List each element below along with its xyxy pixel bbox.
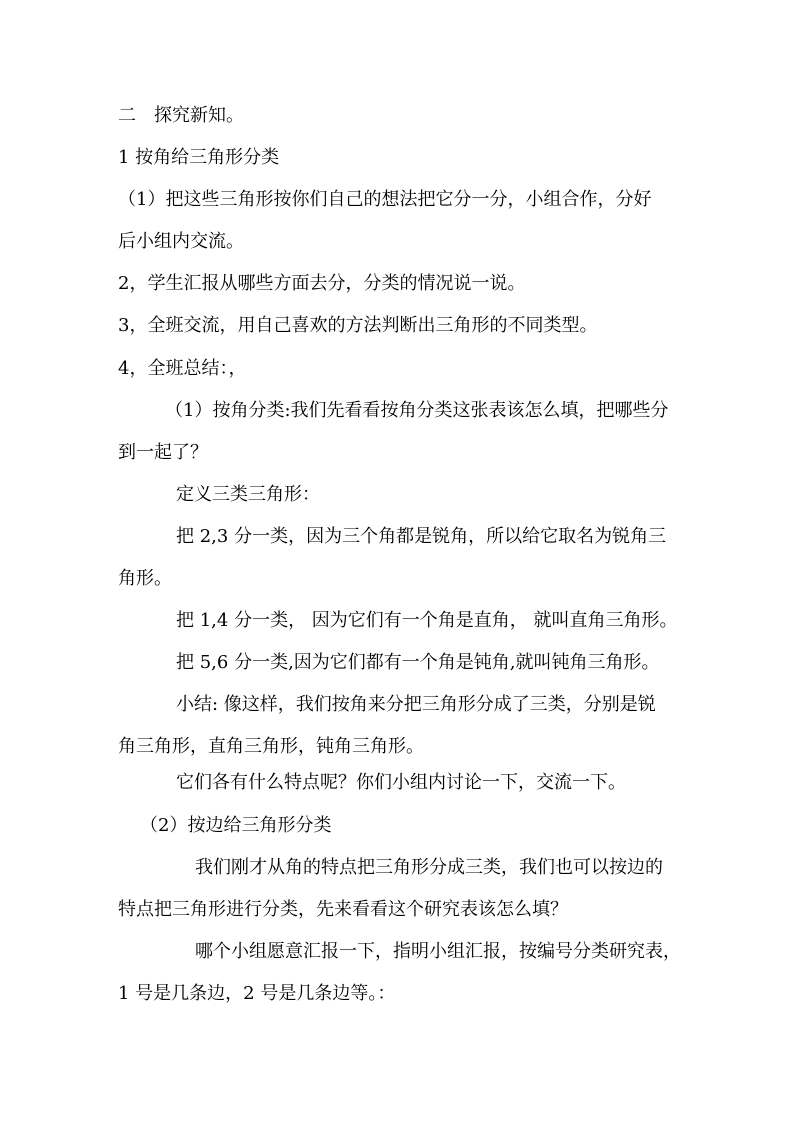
paragraph-line: 它们各有什么特点呢？你们小组内讨论一下，交流一下。 [176, 772, 626, 793]
paragraph-line: 2，学生汇报从哪些方面去分，分类的情况说一说。 [118, 273, 526, 294]
paragraph-line: 1 号是几条边，2 号是几条边等。： [118, 983, 396, 1004]
paragraph-line: 4，全班总结：， [118, 358, 247, 379]
paragraph-line: 角三角形，直角三角形，钝角三角形。 [118, 736, 424, 757]
paragraph-line: 哪个小组愿意汇报一下，指明小组汇报，按编号分类研究表， [195, 941, 681, 962]
paragraph-line: （1）按角分类:我们先看看按角分类这张表该怎么填，把哪些分 [165, 400, 669, 421]
paragraph-line: 小结: 像这样，我们按角来分把三角形分成了三类，分别是锐 [176, 694, 656, 715]
paragraph-line: 我们刚才从角的特点把三角形分成三类，我们也可以按边的 [195, 857, 663, 878]
paragraph-line: 角形。 [118, 568, 172, 589]
paragraph-line: 后小组内交流。 [118, 231, 244, 252]
subsection-heading: 1 按角给三角形分类 [118, 147, 280, 168]
paragraph-line: 把 5,6 分一类,因为它们都有一个角是钝角,就叫钝角三角形。 [176, 652, 660, 673]
paragraph-line: 3，全班交流，用自己喜欢的方法判断出三角形的不同类型。 [118, 315, 598, 336]
paragraph-line: （1）把这些三角形按你们自己的想法把它分一分，小组合作，分好 [118, 189, 652, 210]
paragraph-line: 把 1,4 分一类， 因为它们有一个角是直角， 就叫直角三角形。 [176, 610, 678, 631]
paragraph-line: 到一起了？ [118, 442, 208, 463]
paragraph-line: 定义三类三角形： [176, 484, 320, 505]
paragraph-line: 特点把三角形进行分类，先来看看这个研究表该怎么填？ [118, 899, 568, 920]
paragraph-line: 把 2,3 分一类，因为三个角都是锐角，所以给它取名为锐角三 [176, 526, 667, 547]
section-heading: 二 探究新知。 [118, 105, 244, 126]
paragraph-line: （2）按边给三角形分类 [140, 815, 332, 836]
